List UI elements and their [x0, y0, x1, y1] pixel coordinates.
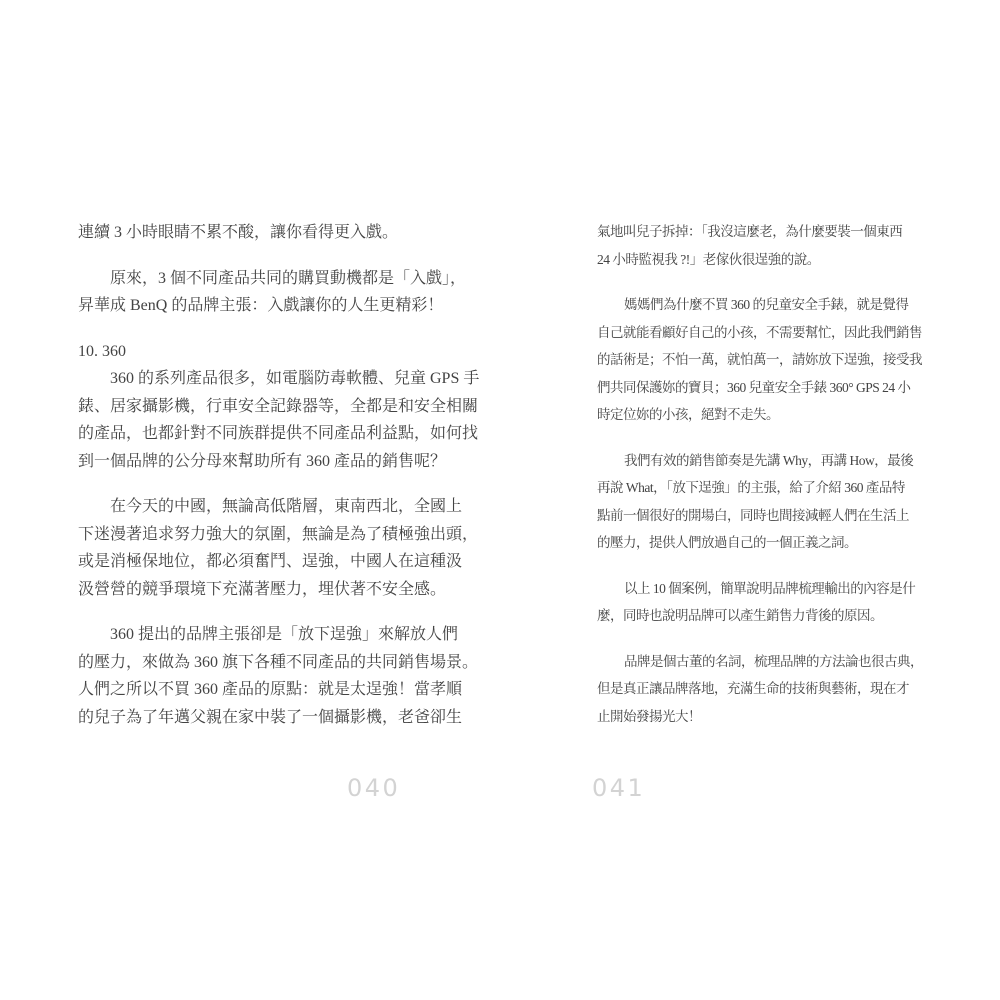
text-line: 氣地叫兒子拆掉：「我沒這麼老，為什麼要裝一個東西	[597, 224, 903, 239]
text-line: 但是真正讓品牌落地，充滿生命的技術與藝術，現在才	[597, 681, 909, 696]
text-line: 錶、居家攝影機，行車安全記錄器等，全都是和安全相關	[78, 397, 479, 415]
text-line: 連續 3 小時眼睛不累不酸，讓你看得更入戲。	[78, 224, 399, 241]
page-number-right: 041	[592, 774, 646, 802]
section-heading	[78, 338, 492, 366]
text-line: 24 小時監視我 ?!」老傢伙很逞強的說。	[597, 251, 820, 267]
text-line: 原來，3 個不同產品共同的購買動機都是「入戲」，	[110, 269, 467, 287]
text-line: 昇華成 BenQ 的品牌主張：入戲讓你的人生更精彩！	[78, 297, 444, 314]
text-line: 我們有效的銷售節奏是先講 Why，再講 How，最後	[624, 452, 914, 468]
paragraph	[597, 447, 927, 557]
text-line: 點前一個很好的開場白，同時也間接減輕人們在生活上	[597, 507, 909, 523]
text-line: 360 提出的品牌主張卻是「放下逞強」來解放人們	[110, 626, 459, 643]
text-line: 的壓力，來做為 360 旗下各種不同產品的共同銷售場景。	[78, 653, 479, 671]
text-line: 下迷漫著追求努力強大的氛圍，無論是為了積極強出頭，	[78, 525, 479, 543]
heading-line: 10. 360	[78, 342, 126, 360]
paragraph-continuation	[78, 219, 492, 247]
text-line: 的壓力，提供人們放過自己的一個正義之詞。	[597, 535, 857, 550]
text-line: 或是消極保地位，都必須奮鬥、逞強，中國人在這種汲	[78, 553, 463, 570]
paragraph	[78, 365, 492, 475]
paragraph	[78, 621, 492, 731]
text-line: 們共同保護妳的寶貝；360 兒童安全手錶 360° GPS 24 小	[597, 379, 911, 395]
paragraph	[597, 291, 927, 429]
paragraph-continuation	[597, 218, 927, 273]
text-line: 人們之所以不買 360 產品的原點：就是太逞強！當孝順	[78, 681, 463, 698]
text-line: 360 的系列產品很多，如電腦防毒軟體、兒童 GPS 手	[110, 370, 480, 387]
left-page-text-column	[78, 219, 492, 749]
text-line: 在今天的中國，無論高低階層，東南西北，全國上	[110, 498, 463, 515]
paragraph	[597, 648, 927, 731]
text-line: 麼，同時也說明品牌可以產生銷售力背後的原因。	[597, 608, 883, 623]
paragraph	[597, 575, 927, 630]
text-line: 品牌是個古董的名詞，梳理品牌的方法論也很古典，	[624, 653, 923, 669]
text-line: 自己就能看顧好自己的小孩，不需要幫忙，因此我們銷售	[597, 324, 922, 340]
text-line: 再說 What，「放下逞強」的主張，給了介紹 360 產品特	[597, 480, 905, 495]
text-line: 的兒子為了年邁父親在家中裝了一個攝影機，老爸卻生	[78, 708, 463, 726]
page-number-left: 040	[347, 774, 401, 802]
text-line: 的話術是；不怕一萬，就怕萬一，請妳放下逞強，接受我	[597, 352, 922, 367]
text-line: 時定位妳的小孩，絕對不走失。	[597, 407, 779, 422]
paragraph	[78, 493, 492, 603]
text-line: 止開始發揚光大！	[597, 708, 701, 724]
text-line: 的產品，也都針對不同族群提供不同產品利益點，如何找	[78, 425, 479, 442]
text-line: 汲營營的競爭環境下充滿著壓力，埋伏著不安全感。	[78, 580, 447, 598]
text-line: 媽媽們為什麼不買 360 的兒童安全手錶，就是覺得	[624, 297, 909, 312]
paragraph	[78, 265, 492, 320]
text-line: 到一個品牌的公分母來幫助所有 360 產品的銷售呢？	[78, 452, 447, 470]
text-line: 以上 10 個案例，簡單說明品牌梳理輸出的內容是什	[624, 580, 916, 596]
right-page-text-column	[597, 218, 927, 748]
